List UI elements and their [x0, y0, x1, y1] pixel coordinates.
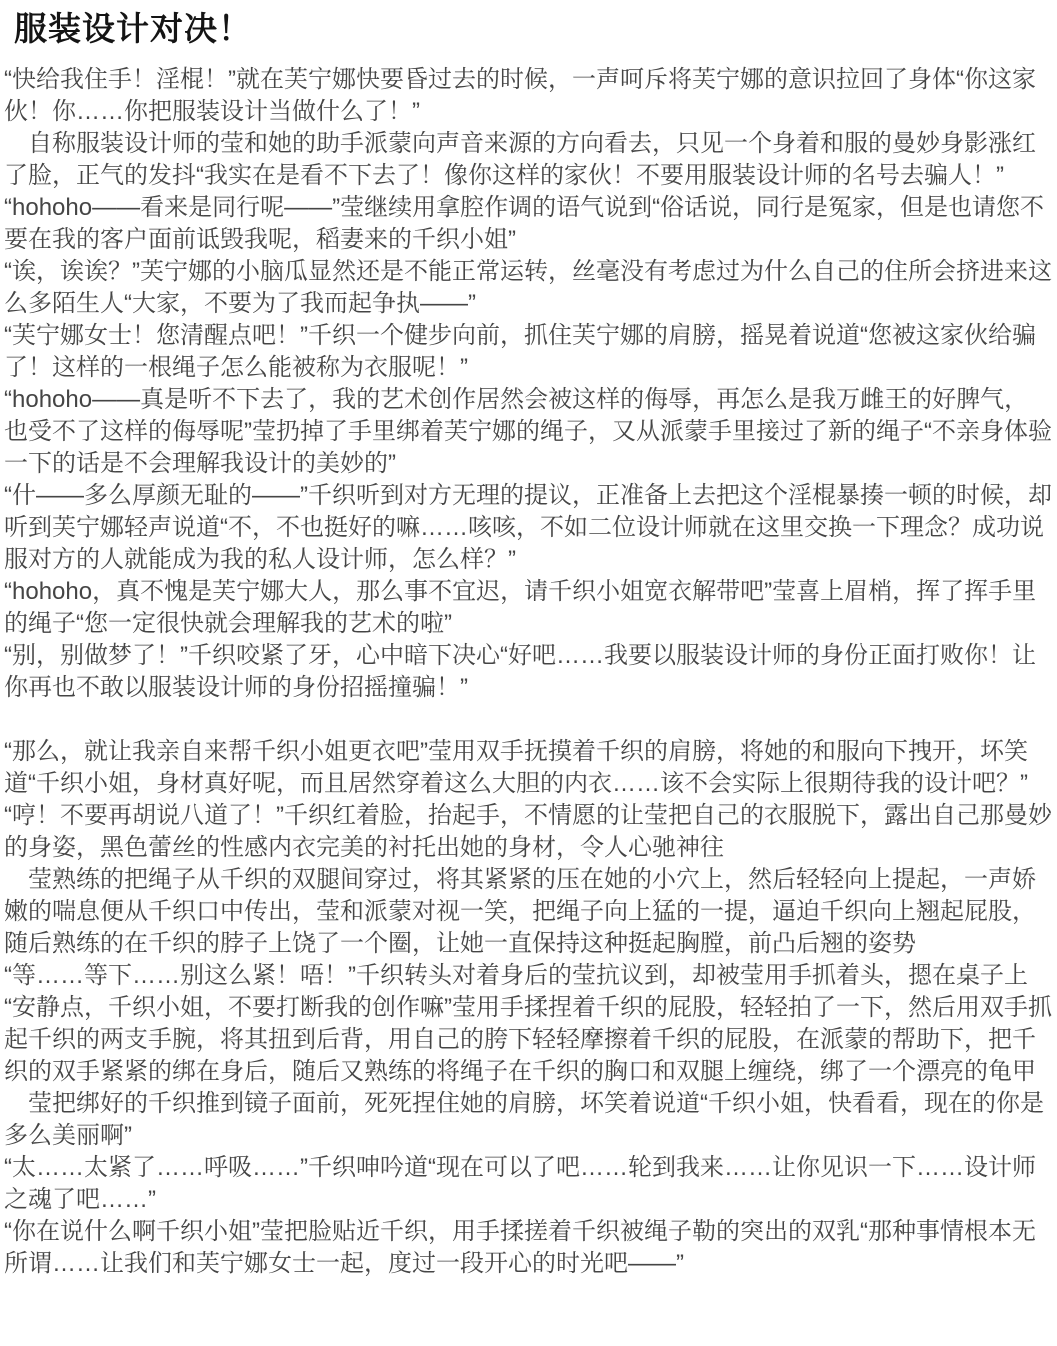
paragraph: “那么，就让我亲自来帮千织小姐更衣吧”莹用双手抚摸着千织的肩膀，将她的和服向下拽开，坏笑道“千织小姐，身材真好呢，而且居然穿着这么大胆的内衣……该不会实际上很期待我的设计吧？” [4, 738, 1028, 797]
paragraph: “hohoho，真不愧是芙宁娜大人，那么事不宜迟，请千织小姐宽衣解带吧”莹喜上眉梢，挥了挥手里的绳子“您一定很快就会理解我的艺术的啦” [4, 578, 1037, 637]
paragraph: 莹熟练的把绳子从千织的双腿间穿过，将其紧紧的压在她的小穴上，然后轻轻向上提起，一声娇嫩的喘息便从千织口中传出，莹和派蒙对视一笑，把绳子向上猛的一提，逼迫千织向上翘起屁股，随后熟练的在千织的脖子上饶了一个圈，让她一直保持这种挺起胸膛，前凸后翘的姿势 [4, 866, 1036, 957]
paragraph: “太……太紧了……呼吸……”千织呻吟道“现在可以了吧……轮到我来……让你见识一下……设计师之魂了吧……” [4, 1154, 1036, 1213]
paragraph: 莹把绑好的千织推到镜子面前，死死捏住她的肩膀，坏笑着说道“千织小姐，快看看，现在的你是多么美丽啊” [4, 1090, 1044, 1149]
paragraph: “你在说什么啊千织小姐”莹把脸贴近千织，用手揉搓着千织被绳子勒的突出的双乳“那种事情根本无所谓……让我们和芙宁娜女士一起，度过一段开心的时光吧——” [4, 1218, 1036, 1277]
article-body [4, 64, 1052, 1280]
paragraph: 自称服装设计师的莹和她的助手派蒙向声音来源的方向看去，只见一个身着和服的曼妙身影涨红了脸，正气的发抖“我实在是看不下去了！像你这样的家伙！不要用服装设计师的名号去骗人！” [4, 130, 1036, 189]
paragraph: “芙宁娜女士！您清醒点吧！”千织一个健步向前，抓住芙宁娜的肩膀，摇晃着说道“您被这家伙给骗了！这样的一根绳子怎么能被称为衣服呢！” [4, 322, 1036, 381]
paragraph: “别，别做梦了！”千织咬紧了牙，心中暗下决心“好吧……我要以服装设计师的身份正面打败你！让你再也不敢以服装设计师的身份招摇撞骗！” [4, 642, 1036, 701]
paragraph: “安静点，千织小姐，不要打断我的创作嘛”莹用手揉捏着千织的屁股，轻轻拍了一下，然后用双手抓起千织的两支手腕，将其扭到后背，用自己的胯下轻轻摩擦着千织的屁股，在派蒙的帮助下，把千织的双手紧紧的绑在身后，随后又熟练的将绳子在千织的胸口和双腿上缠绕，绑了一个漂亮的龟甲 [4, 994, 1052, 1085]
page-title: 服装设计对决！ [14, 10, 252, 47]
paragraph: “等……等下……别这么紧！唔！”千织转头对着身后的莹抗议到，却被莹用手抓着头，摁在桌子上 [4, 962, 1028, 989]
paragraph-spacer [4, 704, 1052, 736]
paragraph: “快给我住手！淫棍！”就在芙宁娜快要昏过去的时候，一声呵斥将芙宁娜的意识拉回了身体“你这家伙！你……你把服装设计当做什么了！” [4, 66, 1036, 125]
paragraph: “诶，诶诶？”芙宁娜的小脑瓜显然还是不能正常运转，丝毫没有考虑过为什么自己的住所会挤进来这么多陌生人“大家，不要为了我而起争执——” [4, 258, 1052, 317]
paragraph: “hohoho——看来是同行呢——”莹继续用拿腔作调的语气说到“俗话说，同行是冤家，但是也请您不要在我的客户面前诋毁我呢，稻妻来的千织小姐” [4, 194, 1045, 253]
paragraph: “hohoho——真是听不下去了，我的艺术创作居然会被这样的侮辱，再怎么是我万雌王的好脾气，也受不了这样的侮辱呢”莹扔掉了手里绑着芙宁娜的绳子，又从派蒙手里接过了新的绳子“不亲身体验一下的话是不会理解我设计的美妙的” [4, 386, 1052, 477]
paragraph: “什——多么厚颜无耻的——”千织听到对方无理的提议，正准备上去把这个淫棍暴揍一顿的时候，却听到芙宁娜轻声说道“不，不也挺好的嘛……咳咳，不如二位设计师就在这里交换一下理念？成功说服对方的人就能成为我的私人设计师，怎么样？” [4, 482, 1052, 573]
paragraph: “哼！不要再胡说八道了！”千织红着脸，抬起手，不情愿的让莹把自己的衣服脱下，露出自己那曼妙的身姿，黑色蕾丝的性感内衣完美的衬托出她的身材，令人心驰神往 [4, 802, 1052, 861]
